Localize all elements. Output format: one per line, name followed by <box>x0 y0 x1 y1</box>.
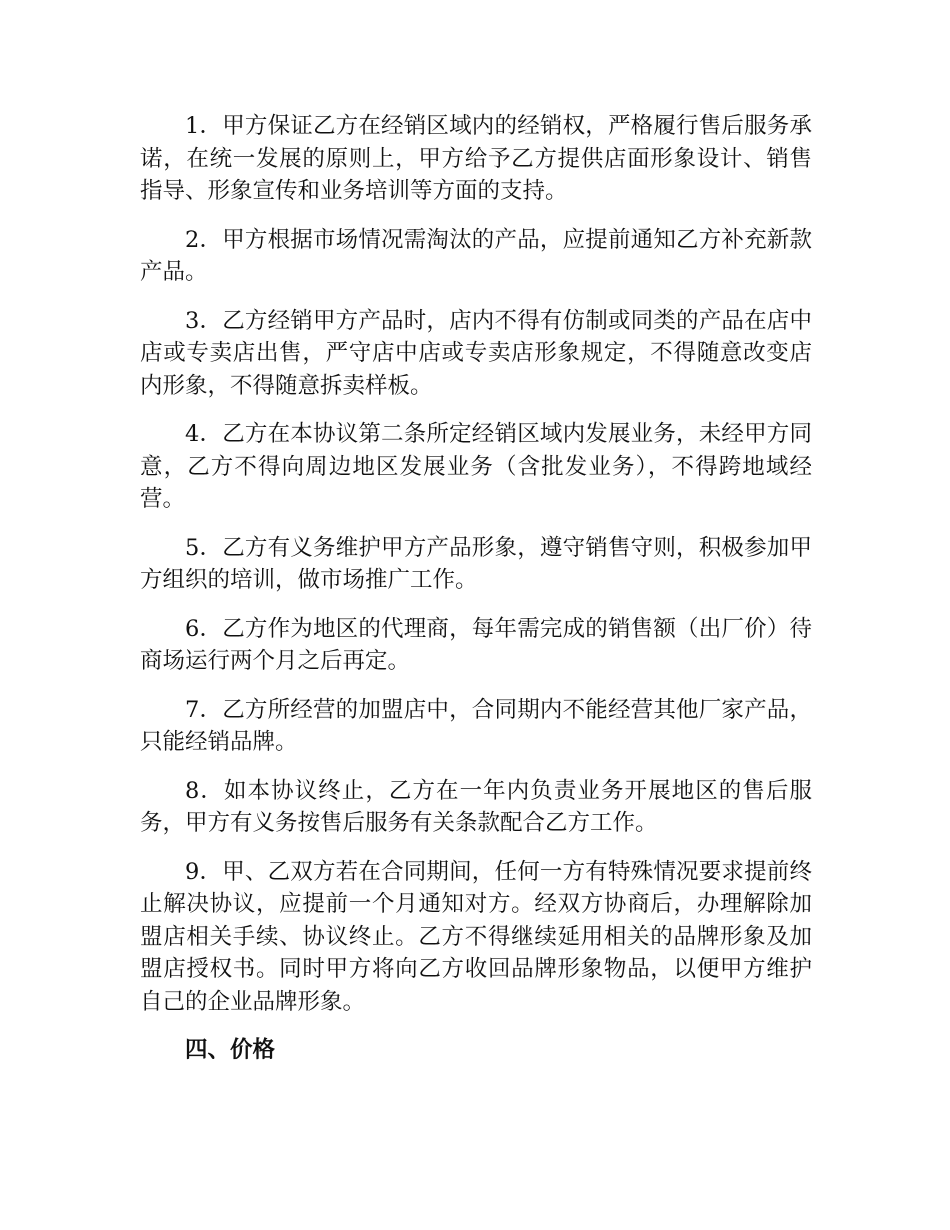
clause-1: 1．甲方保证乙方在经销区域内的经销权，严格履行售后服务承诺，在统一发展的原则上，甲方给予乙方提供店面形象设计、销售指导、形象宣传和业务培训等方面的支持。 <box>140 113 812 204</box>
clause-9: 9．甲、乙双方若在合同期间，任何一方有特殊情况要求提前终止解决协议，应提前一个月通知对方。经双方协商后，办理解除加盟店相关手续、协议终止。乙方不得继续延用相关的品牌形象及加盟店授权书。同时甲方将向乙方收回品牌形象物品，以便甲方维护自己的企业品牌形象。 <box>140 858 812 1015</box>
clause-5: 5．乙方有义务维护甲方产品形象，遵守销售守则，积极参加甲方组织的培训，做市场推广工作。 <box>140 534 812 593</box>
clause-2: 2．甲方根据市场情况需淘汰的产品，应提前通知乙方补充新款产品。 <box>140 226 812 285</box>
clause-6: 6．乙方作为地区的代理商，每年需完成的销售额（出厂价）待商场运行两个月之后再定。 <box>140 615 812 674</box>
clause-4: 4．乙方在本协议第二条所定经销区域内发展业务，未经甲方同意，乙方不得向周边地区发展业务（含批发业务），不得跨地域经营。 <box>140 421 812 512</box>
clause-3: 3．乙方经销甲方产品时，店内不得有仿制或同类的产品在店中店或专卖店出售，严守店中店或专卖店形象规定，不得随意改变店内形象，不得随意拆卖样板。 <box>140 307 812 399</box>
clause-8: 8．如本协议终止，乙方在一年内负责业务开展地区的售后服务，甲方有义务按售后服务有关条款配合乙方工作。 <box>140 777 812 836</box>
document-body <box>140 110 812 1067</box>
section-heading-price: 四、价格 <box>185 1037 276 1063</box>
clause-7: 7．乙方所经营的加盟店中，合同期内不能经营其他厂家产品，只能经销品牌。 <box>140 696 812 755</box>
